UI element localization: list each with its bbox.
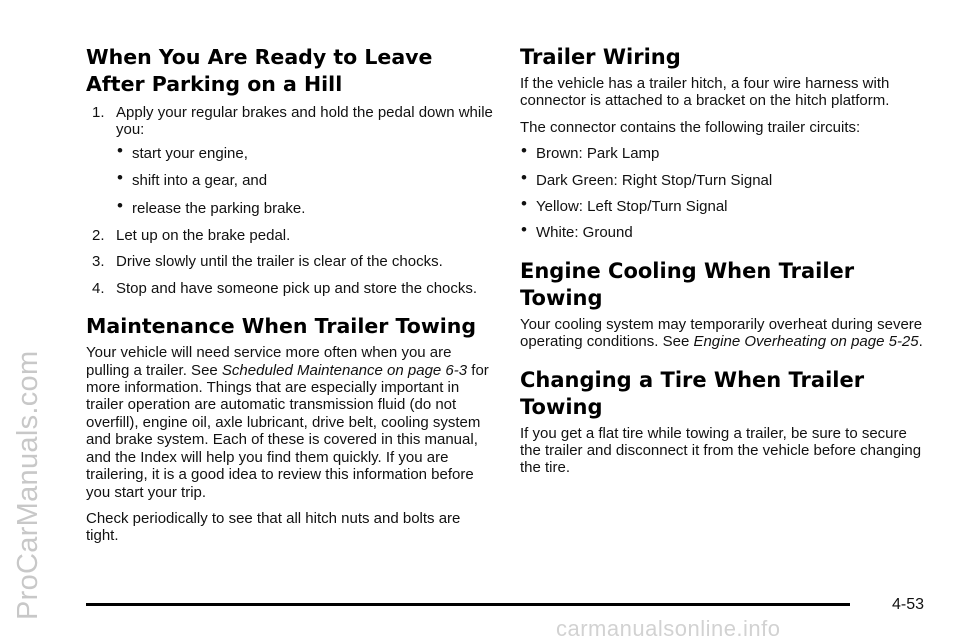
sub-bullet-list [116, 140, 496, 217]
circuits-intro: The connector contains the following trailer circuits: [520, 118, 861, 136]
bullet-icon: • [521, 141, 527, 161]
step-text: Drive slowly until the trailer is clear of the chocks. [116, 253, 443, 271]
bullet-text: shift into a gear, and [132, 172, 268, 190]
bullet-text: Brown: Park Lamp [536, 145, 660, 163]
side-watermark: ProCarManuals.com [12, 350, 44, 620]
trailer-wiring-heading: Trailer Wiring [520, 45, 681, 69]
maintenance-heading: Maintenance When Trailer Towing [86, 314, 477, 339]
engine-cooling-heading: Engine Cooling When Trailer Towing [520, 258, 855, 310]
list-item [520, 220, 930, 242]
bullet-text: Yellow: Left Stop/Turn Signal [536, 198, 728, 216]
bullet-icon: • [117, 140, 123, 160]
bullet-icon: • [521, 220, 527, 240]
step-number: 3. [92, 253, 105, 271]
bullet-text: release the parking brake. [132, 199, 306, 217]
list-item [86, 253, 496, 270]
tire-paragraph: If you get a flat tire while towing a trailer, be sure to secure the trailer and disconnect it from the vehicle before changing the tire. [520, 424, 922, 477]
leave-hill-steps [86, 104, 496, 297]
wiring-paragraph: If the vehicle has a trailer hitch, a four wire harness with connector is attached to a bracket on the hitch platform. [520, 75, 890, 110]
list-item [520, 141, 930, 163]
cross-reference-link[interactable]: Engine Overheating on page 5-25 [693, 333, 919, 351]
bullet-text: White: Ground [536, 224, 633, 242]
cross-reference-link[interactable]: Scheduled Maintenance on page 6-3 [221, 361, 468, 379]
footer-watermark: carmanualsonline.info [556, 616, 781, 641]
text-run: . [918, 333, 923, 351]
step-text: Stop and have someone pick up and store the chocks. [116, 279, 478, 297]
list-item [86, 227, 496, 244]
page-number: 4-53 [892, 596, 925, 613]
bullet-icon: • [117, 195, 123, 215]
step-number: 2. [92, 227, 105, 245]
bullet-icon: • [521, 167, 527, 187]
list-item [86, 104, 496, 217]
list-item [116, 195, 496, 217]
maintenance-paragraph [86, 344, 496, 501]
changing-tire-heading: Changing a Tire When Trailer Towing [520, 367, 865, 419]
bullet-icon: • [521, 194, 527, 214]
step-number: 1. [92, 104, 105, 121]
cooling-paragraph [520, 316, 930, 351]
right-column [520, 44, 930, 486]
leave-hill-heading: When You Are Ready to Leave After Parking on a Hill [86, 45, 433, 96]
list-item [520, 194, 930, 216]
list-item [520, 167, 930, 189]
list-item [116, 140, 496, 162]
bullet-icon: • [117, 168, 123, 188]
left-column [86, 44, 496, 554]
list-item [116, 168, 496, 190]
text-run: Your vehicle will need service more often when you are pulling a trailer. See [86, 344, 452, 379]
list-item [86, 280, 496, 297]
circuit-list [520, 141, 930, 242]
footer-rule [86, 603, 850, 606]
bullet-text: start your engine, [132, 144, 248, 162]
step-number: 4. [92, 279, 105, 297]
step-text: Apply your regular brakes and hold the pedal down while you: [116, 104, 493, 139]
hitch-check-paragraph: Check periodically to see that all hitch nuts and bolts are tight. [86, 509, 461, 545]
text-run: Your cooling system may temporarily overheat during severe operating conditions. See [520, 315, 923, 351]
step-text: Let up on the brake pedal. [116, 227, 291, 245]
bullet-text: Dark Green: Right Stop/Turn Signal [536, 171, 773, 189]
text-run: for more information. Things that are especially important in trailer operation are automatic transmission fluid (do not overfill), engine oil, axle lubricant, drive belt, cooling system and brake system. Each of these is covered in this manual, and the Index will help you find them quickly. If you are trailering, it is a good idea to review this information before you start your trip. [86, 361, 489, 501]
